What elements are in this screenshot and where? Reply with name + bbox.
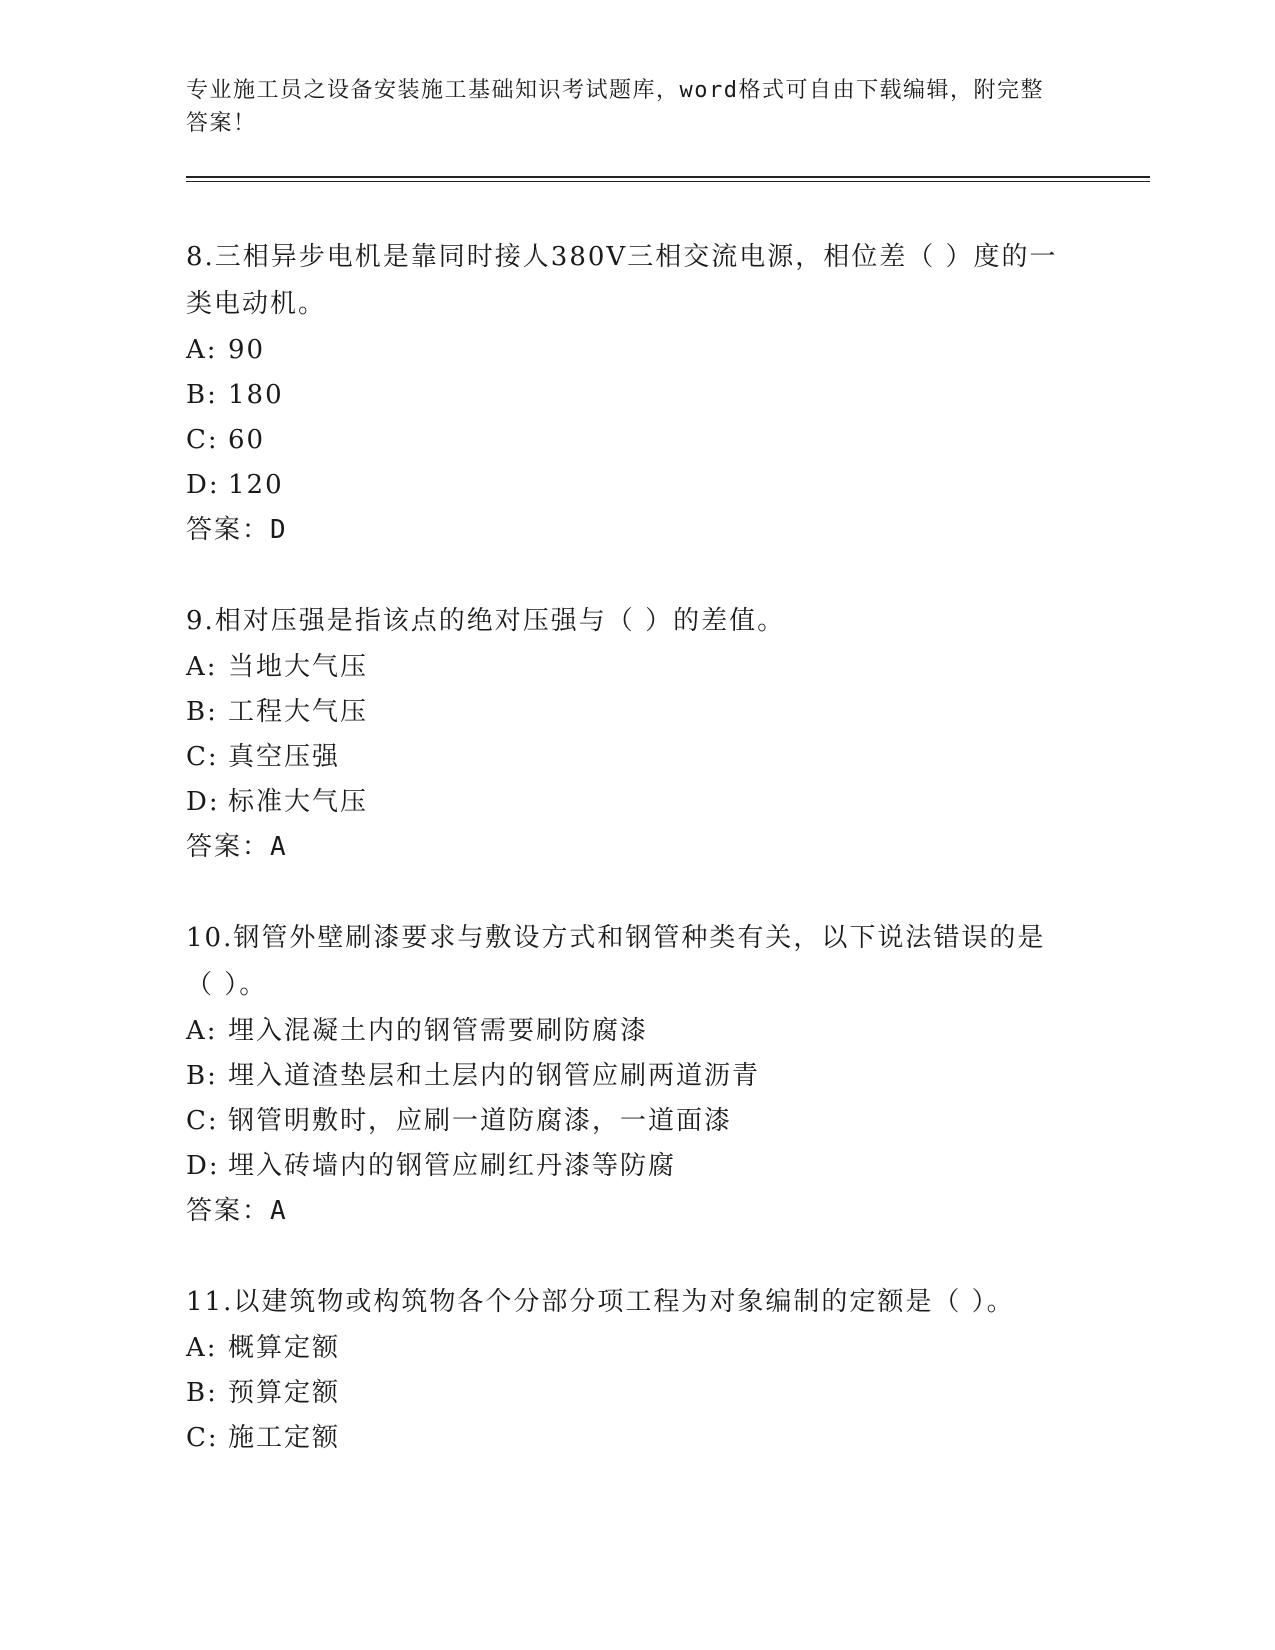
option-c [186,735,1066,780]
document-header: 专业施工员之设备安装施工基础知识考试题库，word格式可自由下载编辑，附完整答案！ [186,78,1044,136]
answer-line [186,825,1066,870]
option-key: C: [186,1423,219,1453]
option-b [186,1054,1066,1099]
option-text: 施工定额 [228,1423,341,1453]
option-b [186,690,1066,735]
option-key: D: [186,470,220,500]
option-text: 120 [228,470,284,500]
option-key: A: [186,1333,218,1363]
option-text: 工程大气压 [228,697,369,727]
answer-value: D [270,515,288,545]
option-text: 标准大气压 [228,787,369,817]
question-9 [186,598,1066,870]
option-a [186,645,1066,690]
answer-value: A [270,1196,288,1226]
option-a [186,1009,1066,1054]
question-list [186,234,1066,1506]
option-text: 当地大气压 [228,652,369,682]
option-key: A: [186,335,218,365]
option-key: A: [186,652,218,682]
option-key: D: [186,787,220,817]
option-a [186,1326,1066,1371]
option-a [186,328,1066,373]
option-key: C: [186,1106,219,1136]
option-c [186,1099,1066,1144]
option-text: 埋入砖墙内的钢管应刷红丹漆等防腐 [228,1151,677,1181]
option-text: 180 [228,380,284,410]
answer-line [186,508,1066,553]
option-d [186,463,1066,508]
option-d [186,780,1066,825]
option-key: C: [186,425,219,455]
option-text: 钢管明敷时，应刷一道防腐漆，一道面漆 [228,1106,733,1136]
option-text: 埋入混凝土内的钢管需要刷防腐漆 [228,1016,649,1046]
option-c [186,1416,1066,1461]
header-divider-thin [186,181,1150,182]
option-d [186,1144,1066,1189]
answer-line [186,1189,1066,1234]
answer-value: A [270,832,288,862]
option-key: C: [186,742,219,772]
header-divider-thick [186,176,1150,178]
question-stem: 8.三相异步电机是靠同时接人380V三相交流电源，相位差（ ）度的一类电动机。 [186,242,1058,319]
answer-label: 答案： [186,515,271,545]
option-text: 概算定额 [228,1333,341,1363]
option-key: B: [186,1378,218,1408]
option-text: 60 [228,425,266,455]
option-text: 真空压强 [228,742,341,772]
option-b [186,373,1066,418]
answer-label: 答案： [186,1196,271,1226]
question-10 [186,915,1066,1234]
option-b [186,1371,1066,1416]
option-text: 预算定额 [228,1378,341,1408]
option-key: D: [186,1151,220,1181]
option-key: B: [186,1061,218,1091]
answer-label: 答案： [186,832,271,862]
option-key: B: [186,380,218,410]
option-text: 埋入道渣垫层和土层内的钢管应刷两道沥青 [228,1061,761,1091]
question-8 [186,234,1066,553]
option-key: A: [186,1016,218,1046]
option-text: 90 [228,335,266,365]
option-c [186,418,1066,463]
question-stem: 11.以建筑物或构筑物各个分部分项工程为对象编制的定额是（ ）。 [186,1287,1015,1317]
question-stem: 9.相对压强是指该点的绝对压强与（ ）的差值。 [186,606,786,636]
option-key: B: [186,697,218,727]
question-11 [186,1279,1066,1461]
question-stem: 10.钢管外壁刷漆要求与敷设方式和钢管种类有关，以下说法错误的是（ ）。 [186,923,1046,1000]
